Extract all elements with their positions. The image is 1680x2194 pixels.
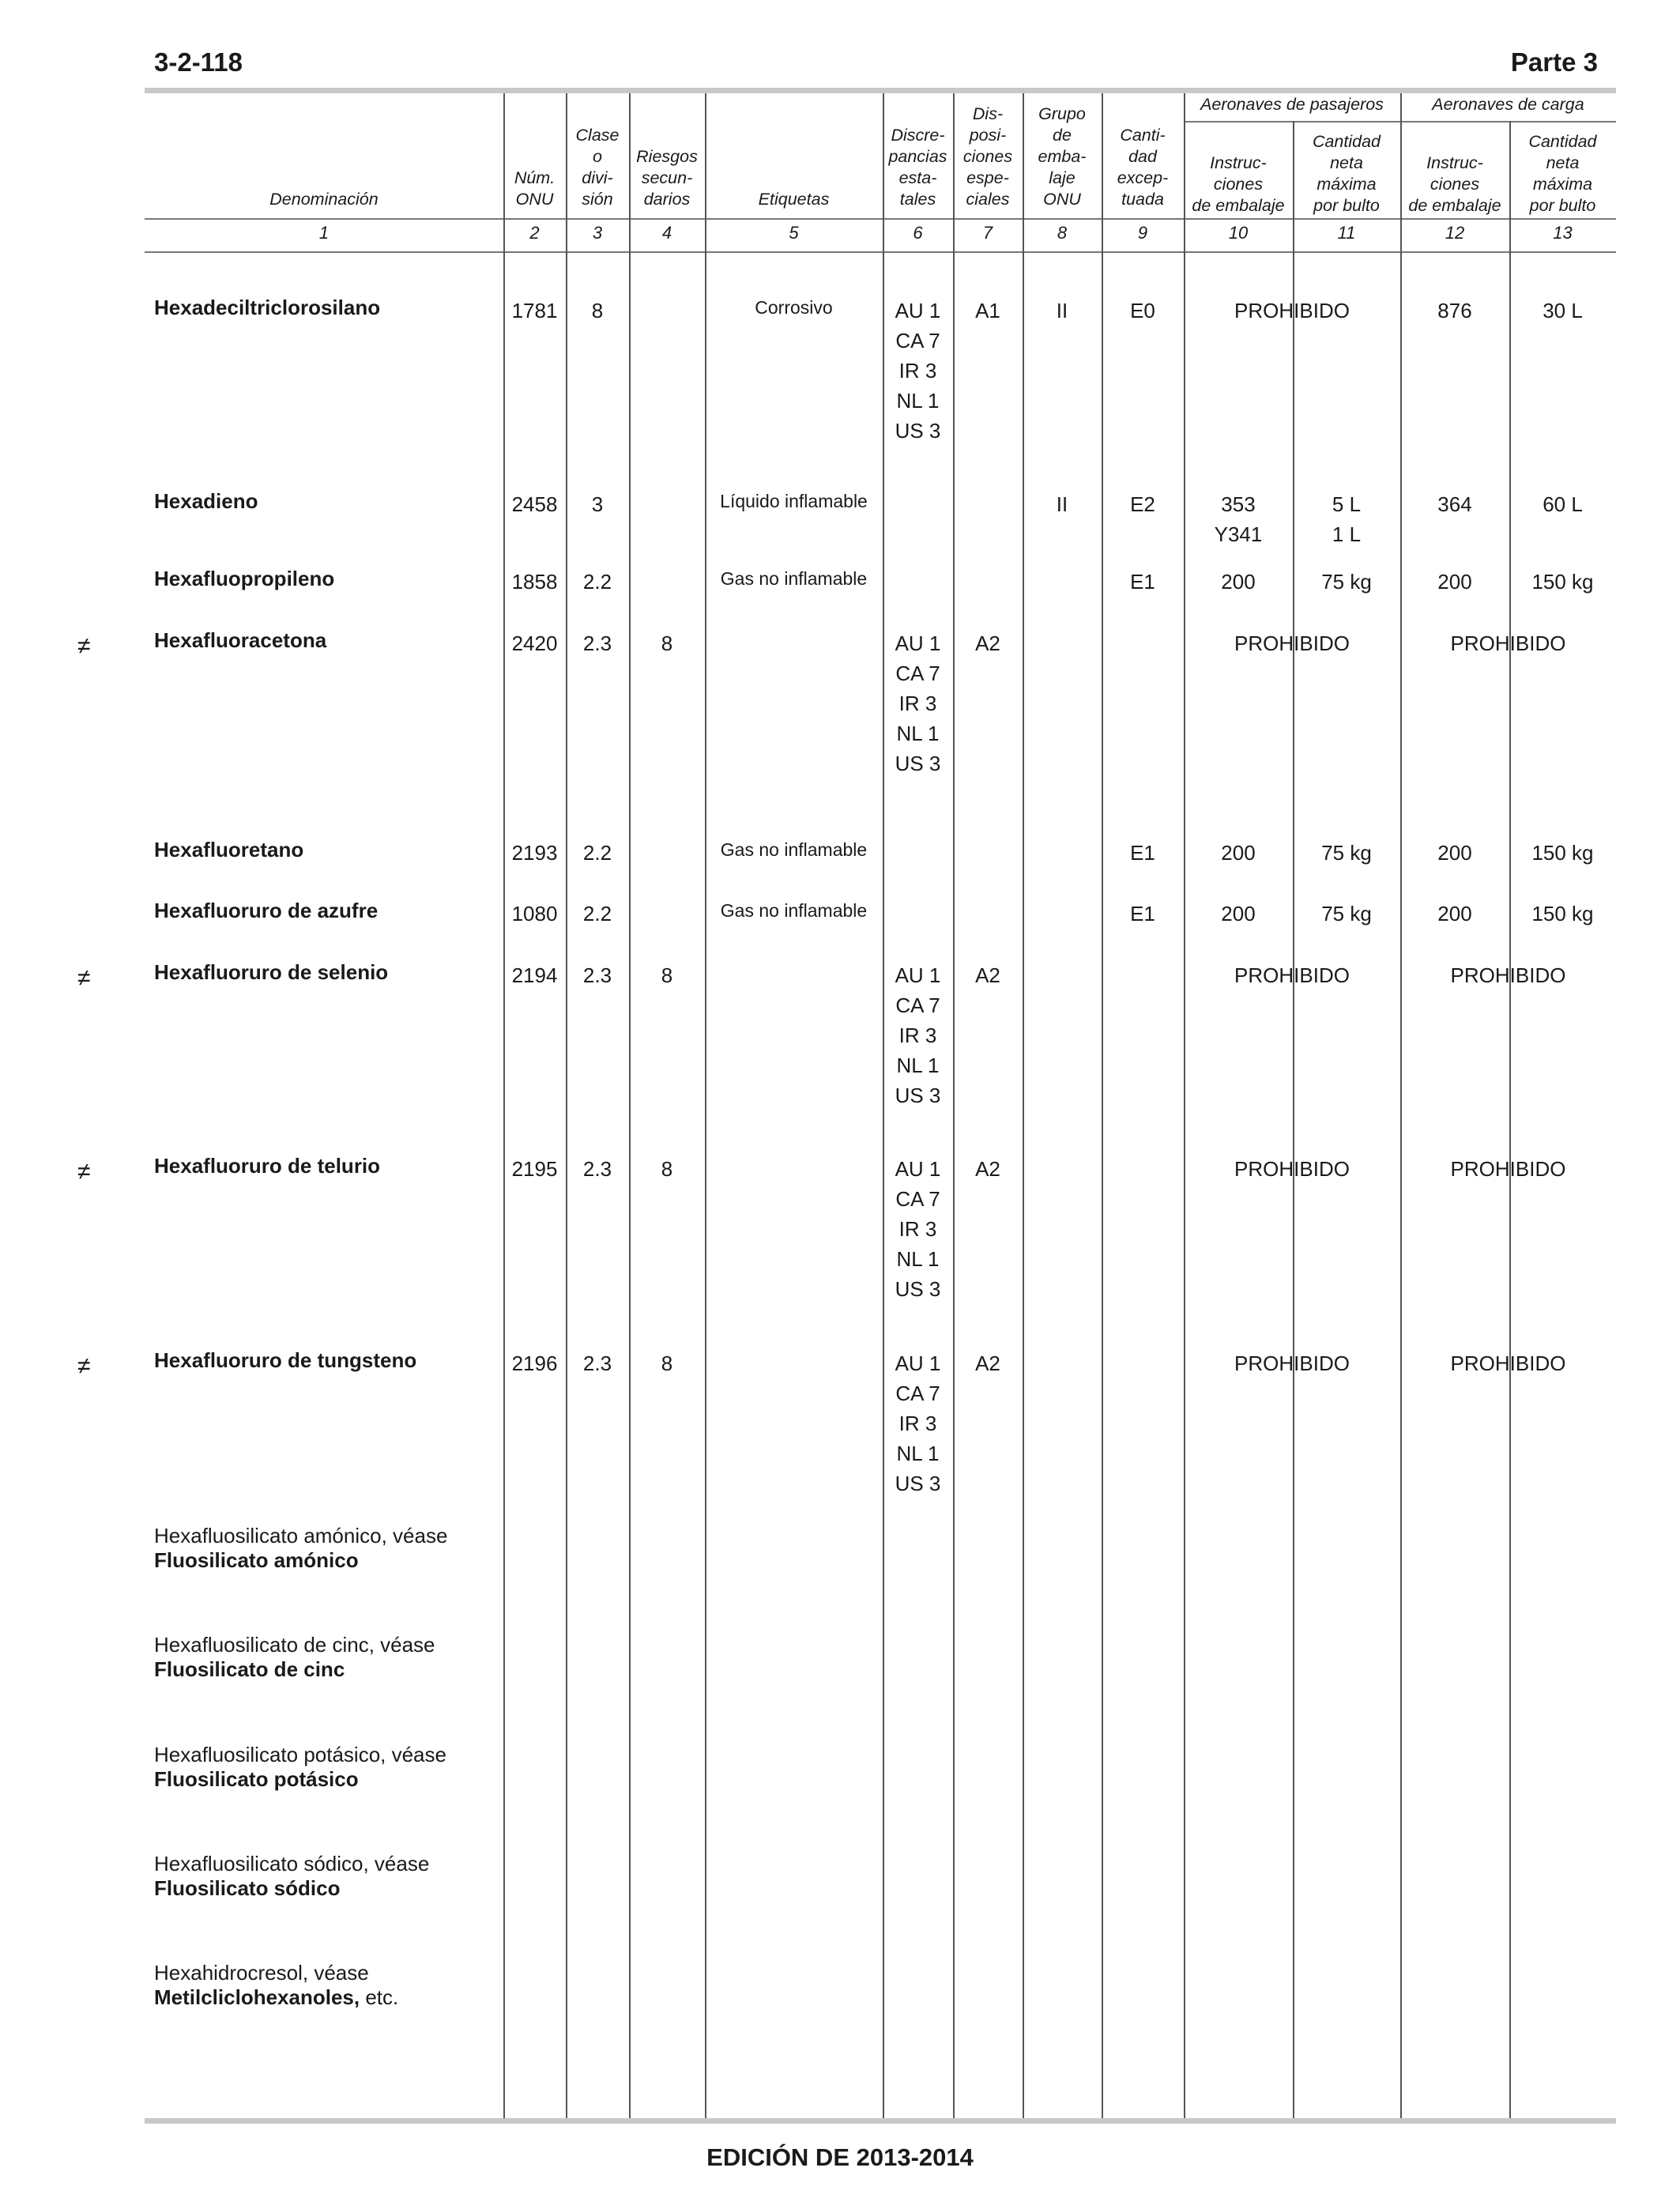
substance-name: Hexafluoracetona	[154, 628, 327, 652]
header-discrepancias: Discre- pancias esta- tales	[888, 126, 947, 209]
cross-reference-target: Metilcliclohexanoles,	[154, 1985, 360, 2009]
hazard-class: 2.2	[582, 902, 612, 925]
excepted-quantity: E1	[1130, 841, 1155, 865]
passenger-max-quantity: 75 kg	[1321, 570, 1372, 594]
column-number: 9	[1137, 223, 1148, 243]
cross-reference-text: Hexafluosilicato de cinc, véase	[154, 1633, 435, 1657]
cargo-packing-instruction: 200	[1437, 841, 1472, 865]
column-divider	[1293, 121, 1294, 2118]
cargo-forbidden: PROHIBIDO	[1450, 963, 1566, 987]
column-divider	[1023, 93, 1024, 2118]
special-provision: A1	[975, 299, 1000, 322]
header-num-onu: Núm. ONU	[514, 168, 556, 209]
state-variations: AU 1 CA 7 IR 3 NL 1 US 3	[895, 299, 941, 443]
header-pasajeros-instrucciones: Instruc- ciones de embalaje	[1192, 153, 1285, 215]
un-number: 2458	[511, 492, 558, 516]
hazard-label: Gas no inflamable	[720, 568, 868, 589]
special-provision: A2	[975, 963, 1000, 987]
header-rule	[145, 218, 1616, 220]
cargo-packing-instruction: 200	[1437, 902, 1472, 925]
special-provision: A2	[975, 1351, 1000, 1375]
column-number: 13	[1553, 223, 1573, 243]
column-number: 8	[1057, 223, 1068, 243]
hazard-class: 2.3	[582, 963, 612, 987]
cross-reference-target: Fluosilicato sódico	[154, 1876, 341, 1900]
column-number: 1	[318, 223, 330, 243]
passenger-max-quantity: 5 L 1 L	[1332, 492, 1362, 546]
subsidiary-risk: 8	[661, 631, 673, 655]
cargo-forbidden: PROHIBIDO	[1450, 1157, 1566, 1181]
passenger-max-quantity: 75 kg	[1321, 841, 1372, 865]
column-number: 11	[1337, 223, 1356, 243]
page-number: 3-2-118	[154, 47, 243, 77]
column-divider	[953, 93, 955, 2118]
excepted-quantity: E1	[1130, 902, 1155, 925]
subsidiary-risk: 8	[661, 1157, 673, 1181]
cross-reference-target: Fluosilicato potásico	[154, 1767, 359, 1791]
cargo-max-quantity: 30 L	[1543, 299, 1583, 322]
hazard-class: 2.3	[582, 1157, 612, 1181]
column-number: 6	[913, 223, 923, 243]
cross-reference	[154, 1961, 398, 2010]
passenger-forbidden: PROHIBIDO	[1234, 631, 1350, 655]
un-number: 2194	[511, 963, 558, 987]
column-divider	[1400, 93, 1402, 2118]
passenger-packing-instruction: 353 Y341	[1214, 492, 1263, 546]
column-divider	[1184, 93, 1185, 2118]
header-carga-cantidad: Cantidad neta máxima por bulto	[1528, 132, 1597, 215]
header-grupo-embalaje: Grupo de emba- laje ONU	[1038, 104, 1087, 209]
column-number: 4	[661, 223, 672, 243]
substance-name: Hexafluoruro de tungsteno	[154, 1348, 417, 1372]
column-number: 12	[1445, 223, 1465, 243]
substance-name: Hexadeciltriclorosilano	[154, 296, 381, 319]
passenger-max-quantity: 75 kg	[1321, 902, 1372, 925]
un-number: 2420	[511, 631, 558, 655]
state-variations: AU 1 CA 7 IR 3 NL 1 US 3	[895, 1157, 941, 1301]
passenger-forbidden: PROHIBIDO	[1234, 1157, 1350, 1181]
un-number: 1858	[511, 570, 558, 594]
substance-name: Hexafluoruro de telurio	[154, 1154, 381, 1178]
passenger-packing-instruction: 200	[1221, 841, 1256, 865]
excepted-quantity: E1	[1130, 570, 1155, 594]
state-variations: AU 1 CA 7 IR 3 NL 1 US 3	[895, 1351, 941, 1495]
un-number: 2196	[511, 1351, 558, 1375]
cargo-max-quantity: 150 kg	[1531, 902, 1594, 925]
cross-reference-target: Fluosilicato de cinc	[154, 1657, 345, 1681]
cross-reference-text: Hexafluosilicato potásico, véase	[154, 1743, 446, 1766]
passenger-forbidden: PROHIBIDO	[1234, 1351, 1350, 1375]
special-provision: A2	[975, 1157, 1000, 1181]
cargo-packing-instruction: 876	[1437, 299, 1472, 322]
header-cantidad-exceptuada: Canti- dad excep- tuada	[1117, 126, 1169, 209]
subsidiary-risk: 8	[661, 1351, 673, 1375]
bottom-rule	[145, 2118, 1616, 2124]
column-number: 10	[1228, 223, 1249, 243]
hazard-class: 8	[591, 299, 604, 322]
edition-footer: EDICIÓN DE 2013-2014	[706, 2143, 974, 2171]
un-number: 1781	[511, 299, 558, 322]
header-group-cargo: Aeronaves de carga	[1432, 95, 1584, 114]
substance-name: Hexafluoretano	[154, 838, 304, 861]
cross-reference-suffix: etc.	[360, 1985, 399, 2009]
hazard-class: 2.2	[582, 841, 612, 865]
state-variations: AU 1 CA 7 IR 3 NL 1 US 3	[895, 963, 941, 1107]
cargo-max-quantity: 60 L	[1543, 492, 1583, 516]
packing-group: II	[1056, 299, 1068, 322]
hazard-label: Líquido inflamable	[720, 491, 868, 511]
header-pasajeros-cantidad: Cantidad neta máxima por bulto	[1312, 132, 1381, 215]
header-clase: Clase o divi- sión	[575, 126, 620, 209]
column-divider	[1509, 121, 1511, 2118]
excepted-quantity: E0	[1130, 299, 1155, 322]
column-divider	[629, 93, 631, 2118]
column-divider	[566, 93, 567, 2118]
top-rule	[145, 88, 1616, 93]
change-mark: ≠	[77, 1159, 91, 1185]
column-divider	[1102, 93, 1103, 2118]
column-divider	[705, 93, 706, 2118]
column-number: 7	[982, 223, 993, 243]
hazard-class: 2.2	[582, 570, 612, 594]
subsidiary-risk: 8	[661, 963, 673, 987]
change-mark: ≠	[77, 633, 91, 659]
header-denominacion: Denominación	[269, 190, 379, 209]
un-number: 2195	[511, 1157, 558, 1181]
column-divider	[503, 93, 505, 2118]
substance-name: Hexafluoruro de azufre	[154, 899, 379, 922]
hazard-label: Gas no inflamable	[720, 839, 868, 860]
passenger-packing-instruction: 200	[1221, 570, 1256, 594]
excepted-quantity: E2	[1130, 492, 1155, 516]
cross-reference	[154, 1633, 435, 1682]
cargo-packing-instruction: 200	[1437, 570, 1472, 594]
cross-reference-text: Hexahidrocresol, véase	[154, 1961, 369, 1985]
packing-group: II	[1056, 492, 1068, 516]
passenger-forbidden: PROHIBIDO	[1234, 299, 1350, 322]
cross-reference-text: Hexafluosilicato amónico, véase	[154, 1524, 448, 1547]
header-disposiciones: Dis- posi- ciones espe- ciales	[962, 104, 1013, 209]
cargo-max-quantity: 150 kg	[1531, 570, 1594, 594]
cargo-forbidden: PROHIBIDO	[1450, 631, 1566, 655]
part-label: Parte 3	[1510, 47, 1598, 77]
cross-reference	[154, 1743, 446, 1792]
header-carga-instrucciones: Instruc- ciones de embalaje	[1408, 153, 1501, 215]
special-provision: A2	[975, 631, 1000, 655]
hazard-class: 3	[591, 492, 604, 516]
change-mark: ≠	[77, 965, 91, 991]
hazard-class: 2.3	[582, 631, 612, 655]
un-number: 1080	[511, 902, 558, 925]
change-mark: ≠	[77, 1353, 91, 1379]
header-group-passenger: Aeronaves de pasajeros	[1200, 95, 1384, 114]
column-number: 5	[789, 223, 799, 243]
cargo-forbidden: PROHIBIDO	[1450, 1351, 1566, 1375]
header-etiquetas: Etiquetas	[758, 190, 830, 209]
substance-name: Hexafluopropileno	[154, 567, 335, 590]
substance-name: Hexafluoruro de selenio	[154, 960, 389, 984]
column-number: 2	[529, 223, 540, 243]
substance-name: Hexadieno	[154, 489, 258, 513]
state-variations: AU 1 CA 7 IR 3 NL 1 US 3	[895, 631, 941, 775]
cross-reference-target: Fluosilicato amónico	[154, 1548, 359, 1572]
header-riesgos: Riesgos secun- darios	[636, 147, 698, 209]
un-number: 2193	[511, 841, 558, 865]
cross-reference	[154, 1852, 429, 1901]
passenger-forbidden: PROHIBIDO	[1234, 963, 1350, 987]
cargo-packing-instruction: 364	[1437, 492, 1472, 516]
hazard-label: Corrosivo	[755, 297, 833, 318]
cross-reference	[154, 1524, 447, 1573]
passenger-packing-instruction: 200	[1221, 902, 1256, 925]
cargo-max-quantity: 150 kg	[1531, 841, 1594, 865]
hazard-label: Gas no inflamable	[720, 900, 868, 921]
colnum-rule	[145, 251, 1616, 253]
cross-reference-text: Hexafluosilicato sódico, véase	[154, 1852, 430, 1875]
column-number: 3	[592, 223, 603, 243]
hazard-class: 2.3	[582, 1351, 612, 1375]
